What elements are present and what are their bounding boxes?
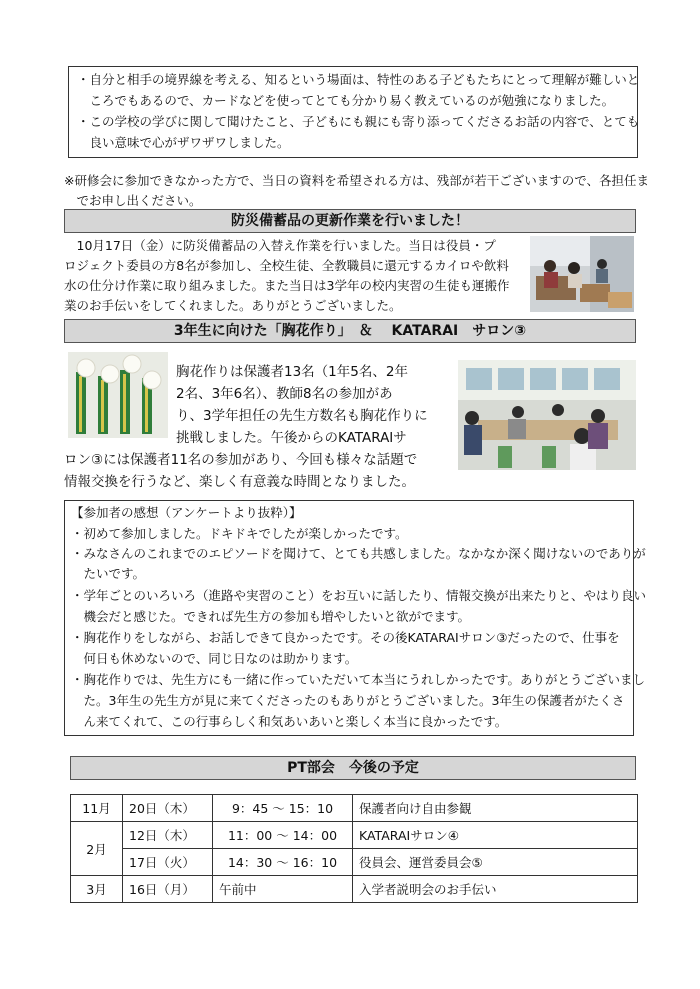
- table-row: [71, 822, 638, 849]
- disaster-sorting-photo: [530, 236, 634, 312]
- schedule-event: KATARAIサロン④: [353, 822, 638, 849]
- workshop-note-line: 良い意味で心がザワザワしました。: [77, 135, 290, 150]
- schedule-event: 役員会、運営委員会⑤: [353, 849, 638, 876]
- schedule-time: 午前中: [213, 876, 353, 903]
- disaster-text: 10月17日（金）に防災備蓄品の入替え作業を行いました。当日は役員・プ: [64, 238, 496, 253]
- table-row: [71, 795, 638, 822]
- corsage-section-title: 3年生に向けた「胸花作り」 ＆ KATARAI サロン③: [64, 319, 636, 343]
- disaster-text: 業のお手伝いをしてくれました。ありがとうございました。: [64, 298, 402, 313]
- workshop-note-line: ころでもあるので、カードなどを使ってとても分かり易く教えているのが勉強になりました。: [77, 93, 615, 108]
- disaster-text: ロジェクト委員の方8名が参加し、全校生徒、全教職員に還元するカイロや飲料: [64, 258, 509, 273]
- corsage-text: 情報交換を行うなど、楽しく有意義な時間となりました。: [64, 474, 415, 490]
- materials-note: ※研修会に参加できなかった方で、当日の資料を希望される方は、残部が若干ございますので、各担任ま: [64, 173, 649, 188]
- schedule-title: PT部会 今後の予定: [70, 756, 636, 780]
- survey-line: 何日も休めないので、同じ日なのは助かります。: [71, 651, 358, 666]
- survey-line: ・胸花作りでは、先生方にも一緒に作っていただいて本当にうれしかったです。ありがとうございまし: [71, 672, 646, 687]
- workshop-notes-box: [68, 66, 638, 158]
- schedule-day: 20日（木）: [123, 795, 213, 822]
- schedule-event: 保護者向け自由参観: [353, 795, 638, 822]
- survey-line: た。3年生の先生方が見に来てくださったのもありがとうございました。3年生の保護者がたくさ: [71, 693, 625, 708]
- disaster-text: 水の仕分け作業に取り組みました。また当日は3学年の校内実習の生徒も運搬作: [64, 278, 510, 293]
- katarai-salon-photo: [458, 360, 636, 470]
- schedule-day: 17日（火）: [123, 849, 213, 876]
- corsage-text: 挑戦しました。午後からのKATARAIサ: [176, 430, 407, 446]
- survey-line: ・胸花作りをしながら、お話しできて良かったです。その後KATARAIサロン③だったので、仕事を: [71, 630, 620, 645]
- survey-heading: 【参加者の感想（アンケートより抜粋）】: [71, 505, 302, 520]
- workshop-note-line: ・自分と相手の境界線を考える、知るという場面は、特性のある子どもたちにとって理解が難しいと: [77, 72, 640, 87]
- schedule-time: 11：00 ～ 14：00: [213, 822, 353, 849]
- corsage-text: 胸花作りは保護者13名（1年5名、2年: [176, 364, 408, 380]
- materials-note: でお申し出ください。: [64, 193, 202, 208]
- schedule-month: 11月: [71, 795, 123, 822]
- schedule-time: 14：30 ～ 16：10: [213, 849, 353, 876]
- schedule-day: 12日（木）: [123, 822, 213, 849]
- schedule-time: 9：45 ～ 15：10: [213, 795, 353, 822]
- disaster-section-title: 防災備蓄品の更新作業を行いました！: [64, 209, 636, 233]
- corsage-text: 2名、3年6名）、教師8名の参加があ: [176, 386, 393, 402]
- schedule-event: 入学者説明会のお手伝い: [353, 876, 638, 903]
- schedule-table: [70, 794, 638, 903]
- corsage-text: り、3学年担任の先生方数名も胸花作りに: [176, 408, 428, 424]
- survey-line: ・初めて参加しました。ドキドキでしたが楽しかったです。: [71, 526, 408, 541]
- workshop-note-line: ・この学校の学びに関して聞けたこと、子どもにも親にも寄り添ってくださるお話の内容で、とても: [77, 114, 640, 129]
- table-row: [71, 876, 638, 903]
- survey-line: 機会だと感じた。できれば先生方の参加も増やしたいと欲がでます。: [71, 609, 471, 624]
- schedule-month: 3月: [71, 876, 123, 903]
- table-row: [71, 849, 638, 876]
- survey-line: ん来てくれて、この行事らしく和気あいあいと楽しく本当に良かったです。: [71, 714, 508, 729]
- survey-line: ・みなさんのこれまでのエピソードを聞けて、とても共感しました。なかなか深く聞けないのでありが: [71, 546, 646, 561]
- survey-line: ・学年ごとのいろいろ（進路や実習のこと）をお互いに話したり、情報交換が出来たりと、やはり良い: [71, 588, 647, 603]
- schedule-month: 2月: [71, 822, 123, 876]
- schedule-day: 16日（月）: [123, 876, 213, 903]
- corsage-photo: [68, 352, 168, 438]
- survey-box: [64, 500, 647, 736]
- survey-line: たいです。: [71, 566, 146, 581]
- corsage-text: ロン③には保護者11名の参加があり、今回も様々な話題で: [64, 452, 418, 468]
